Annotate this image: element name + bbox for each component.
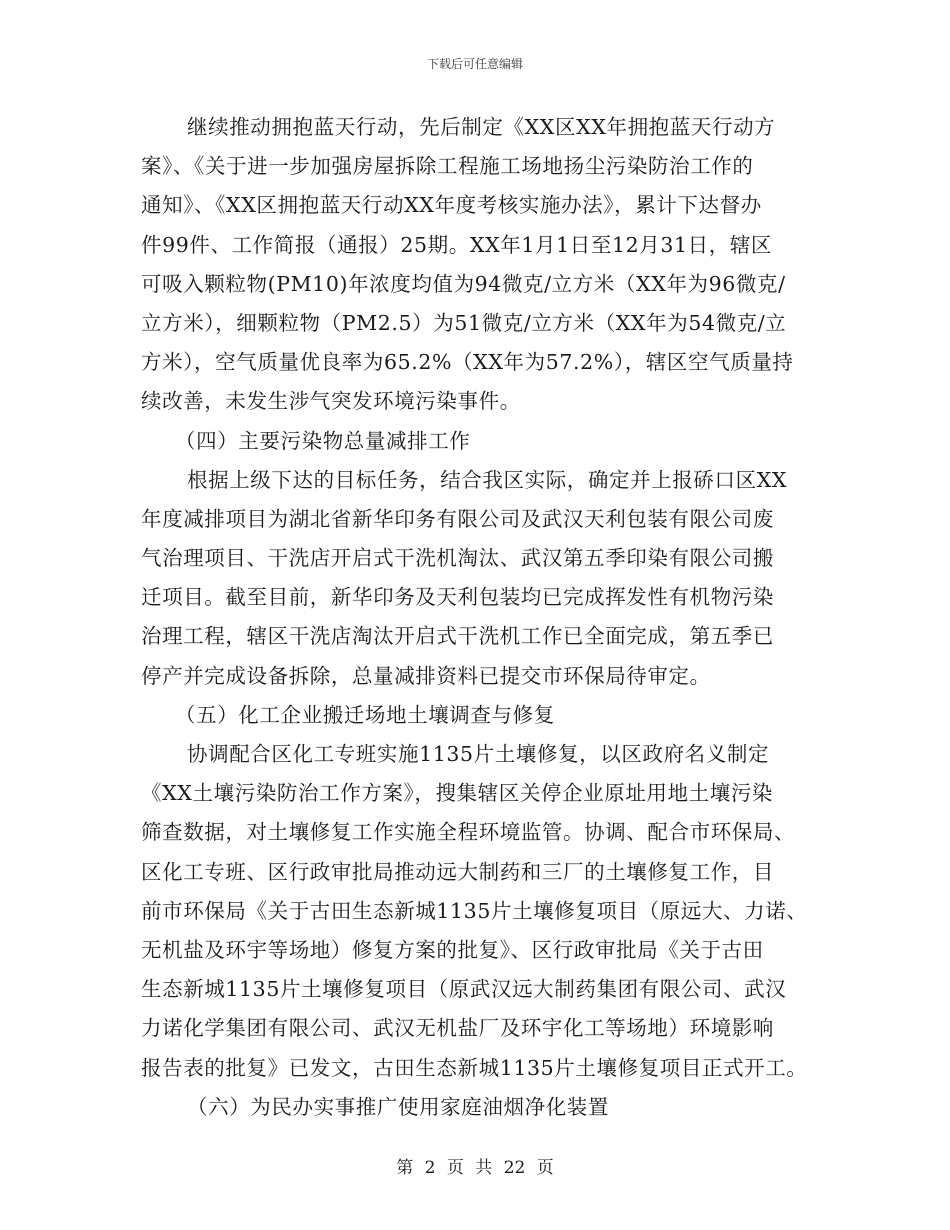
paragraph-line: 气治理项目、干洗店开启式干洗机淘汰、武汉第五季印染有限公司搬 <box>141 546 774 571</box>
paragraph-line: 年度减排项目为湖北省新华印务有限公司及武汉天利包装有限公司废 <box>141 506 774 531</box>
paragraph-line: 方米），空气质量优良率为65.2%（XX年为57.2%），辖区空气质量持 <box>141 350 794 375</box>
paragraph-line: 迁项目。截至目前，新华印务及天利包装均已完成挥发性有机物污染 <box>141 585 774 610</box>
paragraph-line: 协调配合区化工专班实施1135片土壤修复，以区政府名义制定 <box>187 742 770 766</box>
paragraph-line: 力诺化学集团有限公司、武汉无机盐厂及环宇化工等场地）环境影响 <box>141 1016 774 1041</box>
section-heading: （四）主要污染物总量减排工作 <box>175 428 471 453</box>
paragraph-line: 通知》、《XX区拥抱蓝天行动XX年度考核实施办法》，累计下达督办 <box>141 193 762 218</box>
paragraph-line: 筛查数据，对土壤修复工作实施全程环境监管。协调、配合市环保局、 <box>141 820 796 845</box>
paragraph-line: 续改善，未发生涉气突发环境污染事件。 <box>141 389 521 414</box>
paragraph-line: 区化工专班、区行政审批局推动远大制药和三厂的土壤修复工作，目 <box>141 859 774 884</box>
paragraph-line: 前市环保局《关于古田生态新城1135片土壤修复项目（原远大、力诺、 <box>141 898 808 923</box>
paragraph-line: 停产并完成设备拆除，总量减排资料已提交市环保局待审定。 <box>141 663 711 688</box>
paragraph-line: 生态新城1135片土壤修复项目（原武汉远大制药集团有限公司、武汉 <box>141 977 787 1002</box>
paragraph-line: 根据上级下达的目标任务，结合我区实际，确定并上报硚口区XX <box>187 467 788 492</box>
section-heading: （五）化工企业搬迁场地土壤调查与修复 <box>175 702 555 727</box>
paragraph-line: 《XX土壤污染防治工作方案》，搜集辖区关停企业原址用地土壤污染 <box>141 781 774 806</box>
page-header-note: 下载后可任意编辑 <box>426 57 523 71</box>
paragraph-line: 继续推动拥抱蓝天行动，先后制定《XX区XX年拥抱蓝天行动方 <box>187 115 776 139</box>
document-body <box>141 108 816 1127</box>
paragraph-line: 立方米），细颗粒物（PM2.5）为51微克/立方米（XX年为54微克/立 <box>141 310 787 335</box>
paragraph-line: 案》、《关于进一步加强房屋拆除工程施工场地扬尘污染防治工作的 <box>141 154 754 179</box>
section-heading: （六）为民办实事推广使用家庭油烟净化装置 <box>187 1094 609 1119</box>
paragraph-line: 无机盐及环宇等场地）修复方案的批复》、区行政审批局《关于古田 <box>141 937 764 962</box>
paragraph-line: 治理工程，辖区干洗店淘汰开启式干洗机工作已全面完成，第五季已 <box>141 624 774 649</box>
page-number-footer: 第 2 页 共 22 页 <box>396 1158 554 1178</box>
paragraph-line: 可吸入颗粒物(PM10)年浓度均值为94微克/立方米（XX年为96微克/ <box>141 271 786 296</box>
paragraph-line: 件99件、工作简报（通报）25期。XX年1月1日至12月31日，辖区 <box>141 232 773 257</box>
paragraph-line: 报告表的批复》已发文，古田生态新城1135片土壤修复项目正式开工。 <box>141 1055 808 1080</box>
